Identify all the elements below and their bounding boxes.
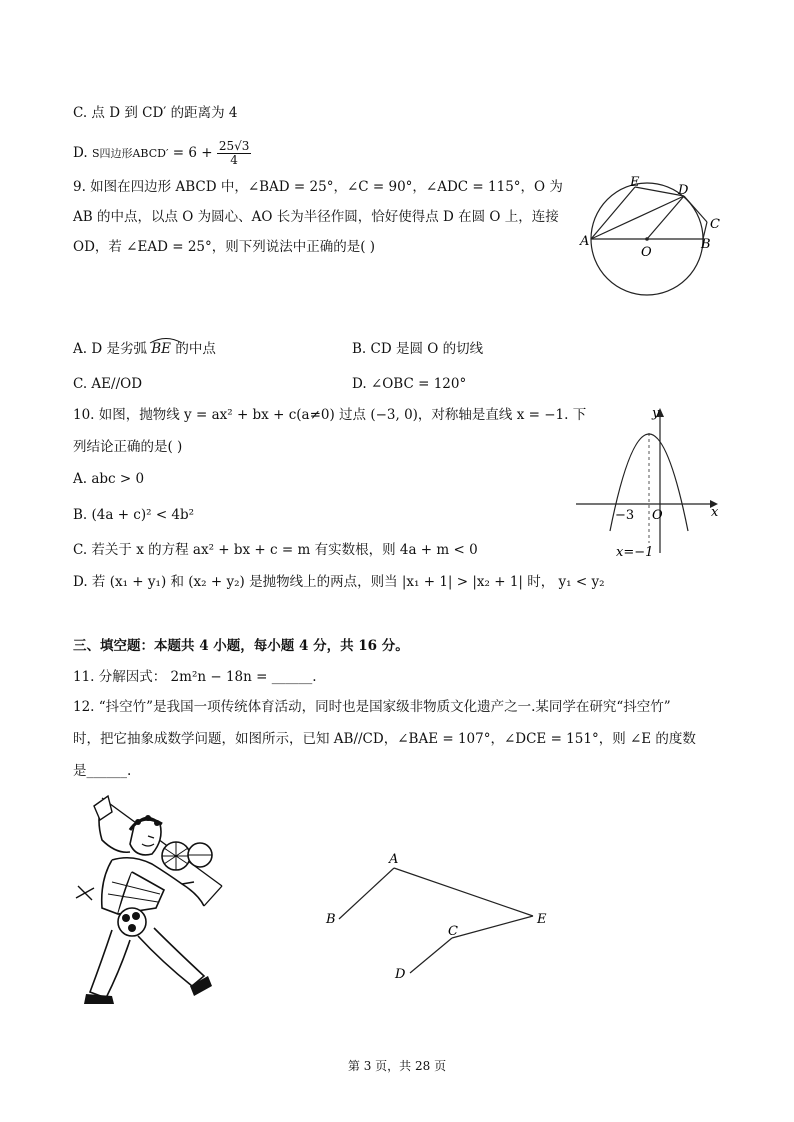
fraction-denominator: 4 — [230, 153, 238, 167]
q9-stem-line2: AB 的中点，以点 O 为圆心、AO 长为半径作圆，恰好使得点 D 在圆 O 上，连接 — [73, 209, 559, 225]
q12-label-e: E — [537, 912, 547, 927]
q9-label-c: C — [710, 217, 720, 232]
q9-option-b: B. CD 是圆 O 的切线 — [352, 341, 484, 357]
q12-label-a: A — [389, 852, 399, 867]
q12-geometry-figure — [320, 845, 560, 985]
q10-option-c: C. 若关于 x 的方程 ax² + bx + c = m 有实数根，则 4a + m < 0 — [73, 542, 478, 558]
q8-option-d-prefix: D. — [73, 145, 92, 161]
q9-label-b: B — [701, 237, 711, 252]
q10-label-neg3: −3 — [615, 508, 635, 523]
q8-option-d-area: S四边形ABCD′ — [91, 147, 169, 160]
q9-option-d: D. ∠OBC = 120° — [352, 376, 467, 392]
fraction-numerator: 25√3 — [218, 139, 250, 153]
q8-option-d-eq: = 6 + — [168, 145, 217, 161]
section-3-heading: 三、填空题：本题共 4 小题，每小题 4 分，共 16 分。 — [73, 638, 409, 654]
q12-label-c: C — [448, 924, 458, 939]
q12-stem-line3: 是______. — [73, 763, 132, 779]
q8-option-d — [73, 140, 251, 167]
q10-option-d: D. 若 (x₁ + y₁) 和 (x₂ + y₂) 是抛物线上的两点，则当 |x₁ + 1| > |x₂ + 1| 时， y₁ < y₂ — [73, 574, 605, 590]
q9-stem-line3: OD，若 ∠EAD = 25°，则下列说法中正确的是( ) — [73, 239, 376, 255]
arc-label: BE — [151, 341, 172, 357]
page-footer: 第 3 页，共 28 页 — [347, 1059, 447, 1073]
q9-circle-figure — [580, 170, 720, 300]
q9-option-c: C. AE//OD — [73, 376, 143, 392]
q9-option-a — [73, 339, 216, 359]
q9-label-d: D — [678, 183, 689, 198]
q9-option-a-arc — [151, 339, 171, 359]
q10-stem-line1: 10. 如图，抛物线 y = ax² + bx + c(a≠0) 过点 (−3, 0)，对称轴是直线 x = −1. 下 — [73, 407, 587, 423]
q10-stem-line2: 列结论正确的是( ) — [73, 439, 183, 455]
q9-label-a: A — [580, 234, 590, 249]
q8-option-d-fraction — [217, 140, 252, 167]
q10-label-y: y — [652, 406, 660, 421]
q12-stem-line2: 时，把它抽象成数学问题，如图所示，已知 AB//CD，∠BAE = 107°，∠DCE = 151°，则 ∠E 的度数 — [73, 731, 696, 747]
q10-option-b: B. (4a + c)² < 4b² — [73, 507, 195, 523]
q9-label-o: O — [641, 245, 652, 260]
q10-label-axis: x=−1 — [616, 545, 654, 560]
diabolo-player-illustration — [72, 790, 232, 1010]
q10-parabola-figure — [572, 403, 722, 563]
q10-label-x: x — [711, 505, 719, 520]
q10-option-a: A. abc > 0 — [73, 471, 145, 487]
q11-text: 11. 分解因式： 2m²n − 18n = ______. — [73, 669, 317, 685]
q9-label-e: E — [630, 175, 640, 190]
q12-label-d: D — [395, 967, 406, 982]
q8-option-c: C. 点 D 到 CD′ 的距离为 4 — [73, 105, 238, 121]
q9-stem-line1: 9. 如图在四边形 ABCD 中，∠BAD = 25°，∠C = 90°，∠ADC = 115°，O 为 — [73, 179, 563, 195]
q9-option-a-text: A. D 是劣弧 — [73, 341, 147, 357]
q12-label-b: B — [326, 912, 336, 927]
q9-option-a-tail: 的中点 — [175, 341, 216, 357]
q10-label-o: O — [652, 508, 663, 523]
q12-stem-line1: 12. “抖空竹”是我国一项传统体育活动，同时也是国家级非物质文化遗产之一.某同学在研究“抖空竹” — [73, 699, 671, 715]
